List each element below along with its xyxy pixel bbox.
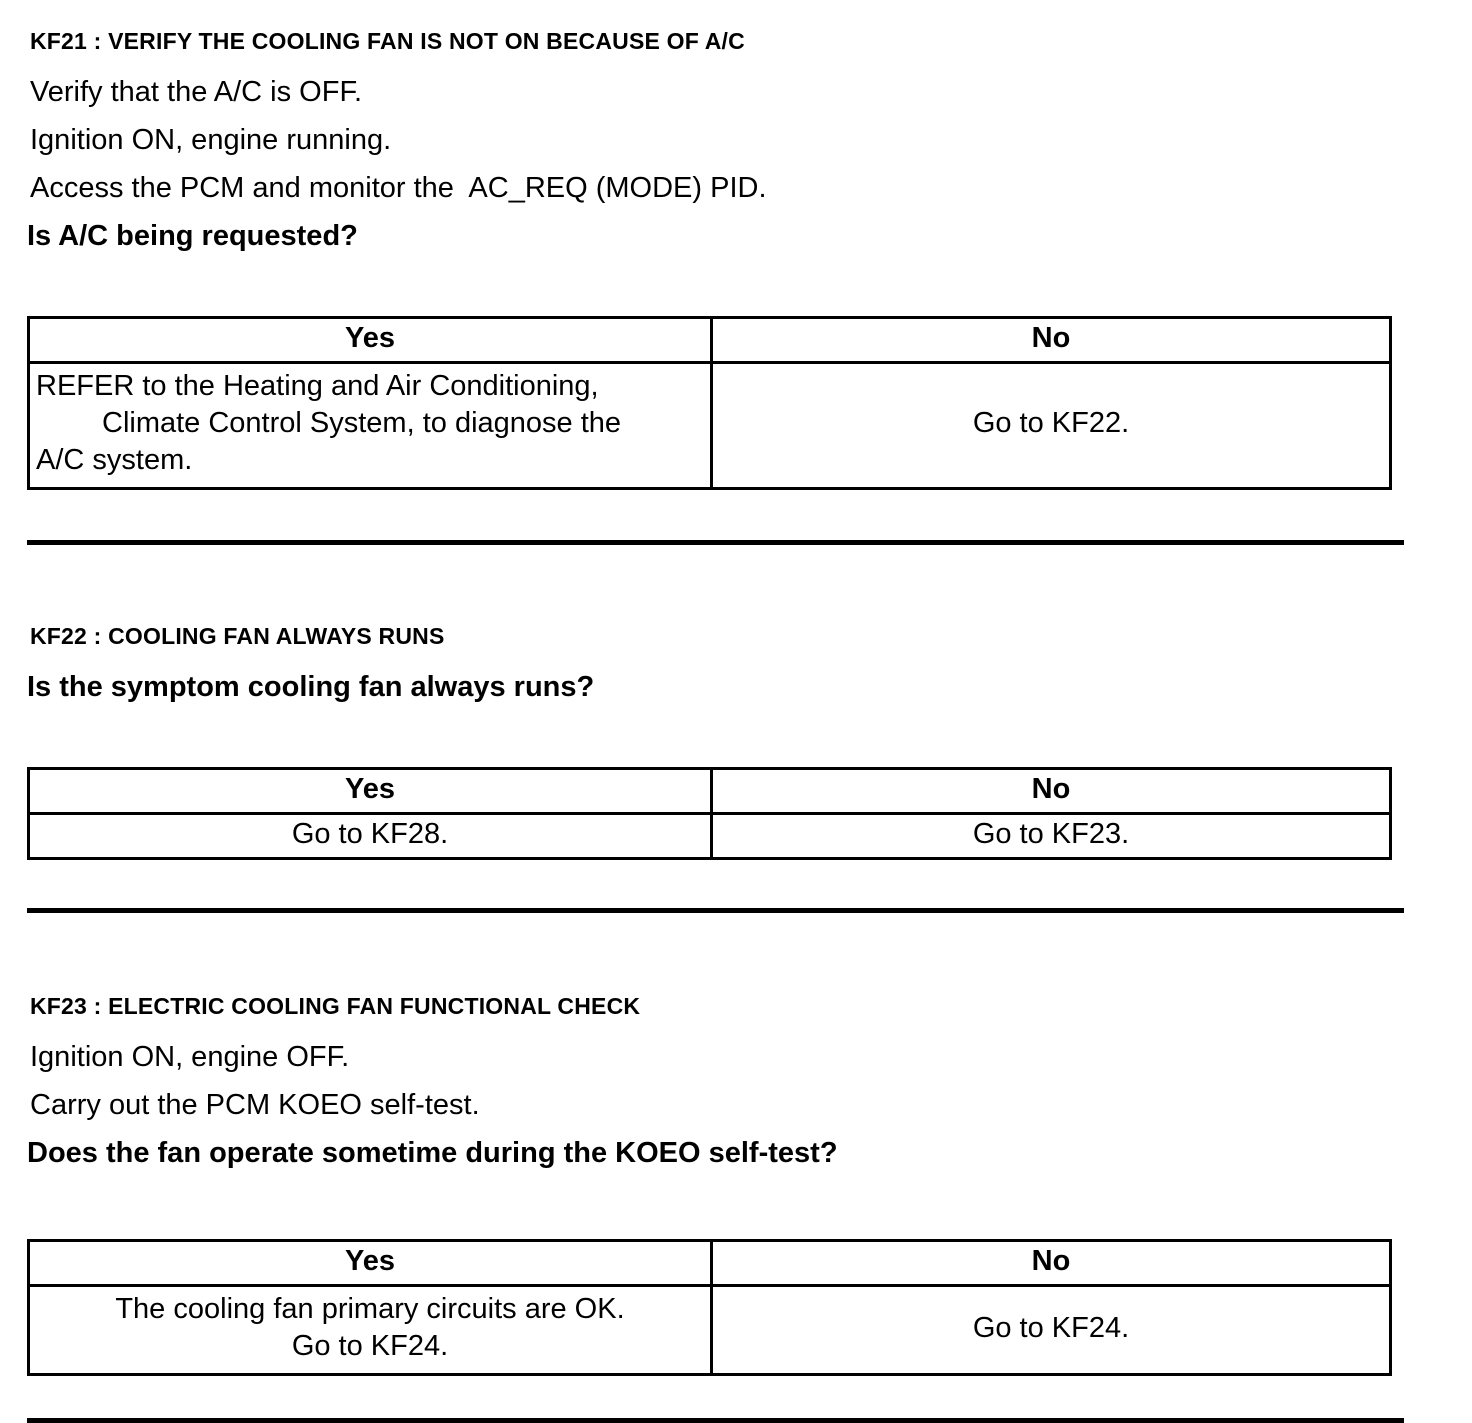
section-heading: KF21 : VERIFY THE COOLING FAN IS NOT ON BECAUSE OF A/C	[30, 28, 745, 54]
no-column-header: No	[1031, 773, 1071, 805]
section-kf23	[27, 991, 1472, 1423]
body-line: Ignition ON, engine running.	[30, 124, 392, 156]
yes-column-header: Yes	[30, 1242, 713, 1284]
body-line: Verify that the A/C is OFF.	[30, 76, 363, 108]
no-cell	[713, 364, 1389, 487]
no-column-header: No	[1031, 322, 1071, 354]
yes-column-header: Yes	[30, 770, 713, 812]
question-line: Does the fan operate sometime during the KOEO self-test?	[27, 1137, 838, 1169]
yes-cell	[30, 1287, 713, 1373]
decision-table-kf21	[27, 316, 1392, 490]
decision-table-kf22	[27, 767, 1392, 860]
cell-line: Go to KF22.	[972, 407, 1130, 439]
no-column-header: No	[1031, 1245, 1071, 1277]
cell-line: A/C system.	[36, 444, 193, 476]
decision-table-kf23	[27, 1239, 1392, 1376]
body-line: Carry out the PCM KOEO self-test.	[30, 1089, 480, 1121]
cell-line: Go to KF24.	[291, 1330, 449, 1362]
section-kf22	[27, 621, 1472, 913]
section-divider-rule	[27, 1418, 1404, 1423]
section-kf21	[27, 26, 1472, 545]
table-body-row	[30, 1287, 1389, 1373]
section-heading: KF23 : ELECTRIC COOLING FAN FUNCTIONAL CHECK	[30, 993, 641, 1019]
table-body-row	[30, 364, 1389, 487]
table-header-row	[30, 770, 1389, 815]
question-line: Is the symptom cooling fan always runs?	[27, 671, 595, 703]
table-header-row	[30, 1242, 1389, 1287]
question-line: Is A/C being requested?	[27, 220, 358, 252]
cell-line: The cooling fan primary circuits are OK.	[115, 1293, 625, 1325]
body-line: Ignition ON, engine OFF.	[30, 1041, 350, 1073]
section-divider-rule	[27, 540, 1404, 545]
cell-line: REFER to the Heating and Air Conditioning,	[36, 370, 599, 402]
yes-cell	[30, 815, 713, 857]
cell-line: Climate Control System, to diagnose the	[102, 407, 622, 439]
table-header-row	[30, 319, 1389, 364]
no-cell	[713, 1287, 1389, 1373]
cell-line: Go to KF28.	[291, 818, 449, 850]
section-heading: KF22 : COOLING FAN ALWAYS RUNS	[30, 623, 445, 649]
section-divider-rule	[27, 908, 1404, 913]
yes-column-header: Yes	[30, 319, 713, 361]
yes-cell	[30, 364, 713, 487]
cell-line: Go to KF23.	[972, 818, 1130, 850]
table-body-row	[30, 815, 1389, 857]
no-cell	[713, 815, 1389, 857]
body-line: Access the PCM and monitor the AC_REQ (MODE) PID.	[30, 172, 767, 204]
cell-line: Go to KF24.	[972, 1311, 1130, 1344]
